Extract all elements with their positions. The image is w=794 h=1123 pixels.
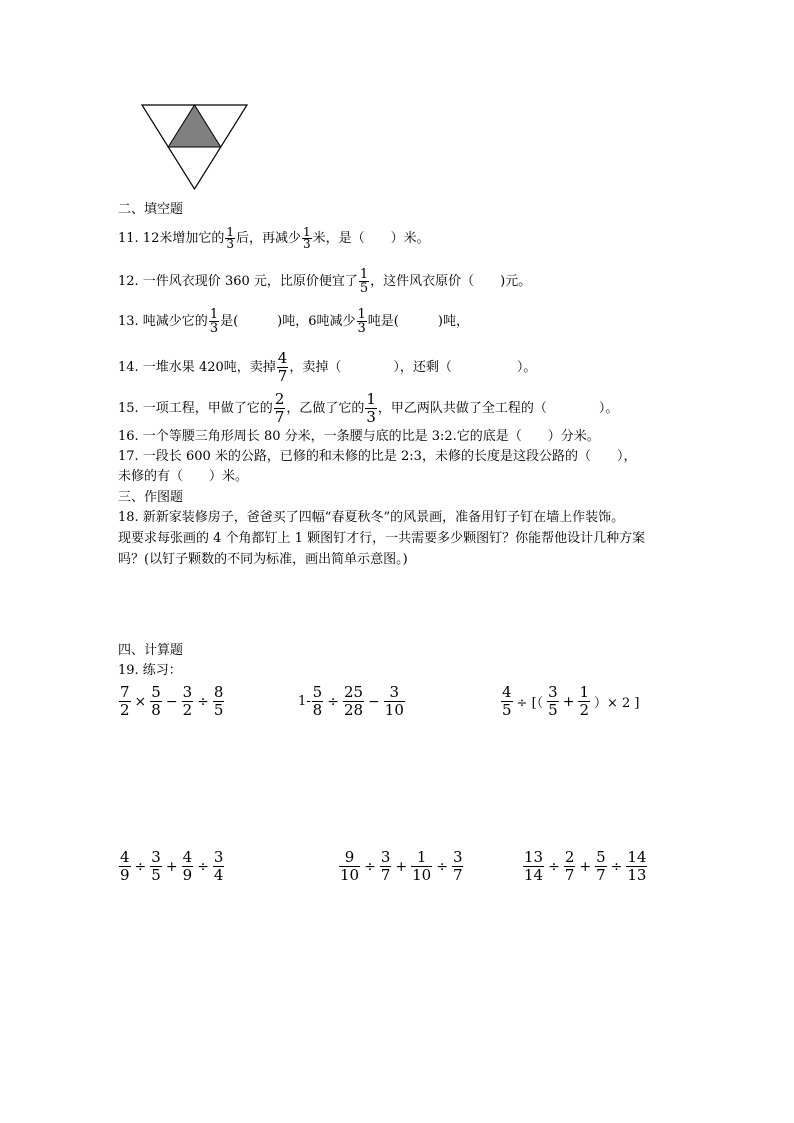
section-4-heading: 四、计算题 [118, 643, 184, 658]
fraction: $\frac{25}{28}$ [343, 683, 364, 719]
question-17-line-1: 17. 一段长 600 米的公路，已修的和未修的比是 2:3，未修的长度是这段公路的（ ）， [118, 449, 637, 464]
fraction: $\frac{1}{3}$ [209, 307, 219, 336]
fraction: $\frac{1}{3}$ [226, 225, 234, 251]
fraction: $\frac{1}{5}$ [359, 267, 369, 296]
expression-4: $\frac{4}{9}$ ÷ $\frac{3}{5}$ + $\frac{4}{9}$ ÷ $\frac{3}{4}$ [120, 848, 224, 884]
question-19-label: 19. 练习： [118, 663, 182, 678]
question-15: 15. 一项工程，甲做了它的 $\frac{2}{7}$ ，乙做了它的 $\frac{1}{3}$ ，甲乙两队共做了全工程的（ ）。 [118, 390, 619, 426]
fraction: $\frac{3}{5}$ [548, 683, 558, 719]
fraction: $\frac{2}{7}$ [274, 390, 285, 426]
fraction: $\frac{8}{5}$ [213, 683, 224, 719]
fraction: $\frac{3}{7}$ [380, 848, 391, 884]
fraction: $\frac{3}{7}$ [452, 848, 463, 884]
fraction: $\frac{5}{7}$ [596, 848, 606, 884]
fraction: $\frac{7}{2}$ [120, 683, 130, 719]
fraction: $\frac{1}{3}$ [366, 390, 376, 426]
question-17-line-2: 未修的有（ ）米。 [118, 469, 249, 484]
triangle-figure [140, 103, 250, 193]
question-14: 14. 一堆水果 420吨，卖掉 $\frac{4}{7}$ ，卖掉（ ），还剩（ ）。 [118, 349, 537, 385]
fraction: $\frac{13}{14}$ [524, 848, 544, 884]
expression-1: $\frac{7}{2}$ × $\frac{5}{8}$ − $\frac{3}{2}$ ÷ $\frac{8}{5}$ [120, 683, 224, 719]
fraction: $\frac{2}{7}$ [564, 848, 575, 884]
question-11: 11. 12米增加它的 $\frac{1}{3}$ 后，再减少 $\frac{1}{3}$ 米，是（ ）米。 [118, 225, 430, 251]
expression-2: 1- $\frac{5}{8}$ ÷ $\frac{25}{28}$ − $\frac{3}{10}$ [298, 683, 404, 719]
question-18-line-3: 吗？(以钉子颗数的不同为标准，画出简单示意图。) [118, 552, 408, 567]
question-13: 13. 吨减少它的 $\frac{1}{3}$ 是( )吨，6吨减少 $\frac{1}{3}$ 吨是( )吨， [118, 307, 469, 336]
fraction: $\frac{4}{7}$ [277, 349, 288, 385]
fraction: $\frac{5}{8}$ [151, 683, 161, 719]
question-12: 12. 一件风衣现价 360 元，比原价便宜了 $\frac{1}{5}$ ，这件风衣原价（ )元。 [118, 267, 532, 296]
fraction: $\frac{4}{9}$ [182, 848, 193, 884]
fraction: $\frac{1}{3}$ [303, 225, 311, 251]
expression-3: $\frac{4}{5}$ ÷ [（ $\frac{3}{5}$ + $\frac{1}{2}$ ）× 2 ] [502, 683, 640, 719]
fraction: $\frac{4}{5}$ [502, 683, 512, 719]
fraction: $\frac{14}{13}$ [627, 848, 647, 884]
fraction: $\frac{3}{2}$ [182, 683, 193, 719]
fraction: $\frac{1}{2}$ [579, 683, 589, 719]
fraction: $\frac{5}{8}$ [312, 683, 323, 719]
fraction: $\frac{4}{9}$ [120, 848, 130, 884]
fraction: $\frac{3}{5}$ [151, 848, 161, 884]
expression-6: $\frac{13}{14}$ ÷ $\frac{2}{7}$ + $\frac{5}{7}$ ÷ $\frac{14}{13}$ [524, 848, 647, 884]
fraction: $\frac{3}{4}$ [213, 848, 224, 884]
question-18-line-1: 18. 新新家装修房子，爸爸买了四幅“春夏秋冬”的风景画，准备用钉子钉在墙上作装饰。 [118, 510, 625, 525]
fraction: $\frac{1}{10}$ [412, 848, 432, 884]
fraction: $\frac{1}{3}$ [357, 307, 366, 336]
fraction: $\frac{9}{10}$ [340, 848, 360, 884]
question-16: 16. 一个等腰三角形周长 80 分米，一条腰与底的比是 3:2.它的底是（ ）分米。 [118, 429, 600, 444]
expression-5: $\frac{9}{10}$ ÷ $\frac{3}{7}$ + $\frac{1}{10}$ ÷ $\frac{3}{7}$ [340, 848, 463, 884]
question-18-line-2: 现要求每张画的 4 个角都钉上 1 颗图钉才行，一共需要多少颗图钉？你能帮他设计几种方案 [118, 531, 646, 546]
fraction: $\frac{3}{10}$ [384, 683, 404, 719]
section-2-heading: 二、填空题 [118, 202, 184, 217]
section-3-heading: 三、作图题 [118, 490, 184, 505]
